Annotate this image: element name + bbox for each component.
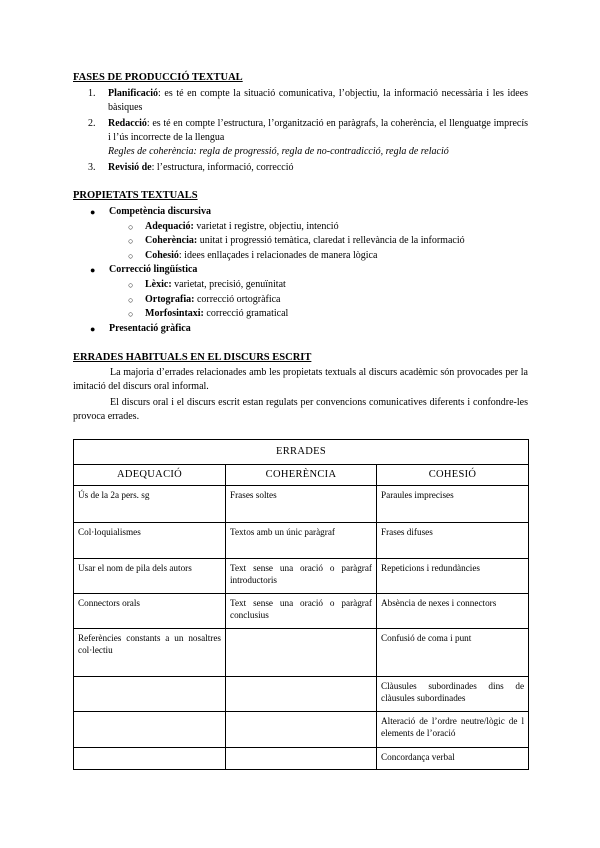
bullet-item [90, 322, 520, 337]
sub-item [90, 278, 520, 293]
section-title-fases: FASES DE PRODUCCIÓ TEXTUAL [73, 72, 243, 83]
table-cell [74, 677, 226, 712]
sub-item [90, 293, 520, 308]
table-cell: Connectors orals [74, 594, 226, 629]
sub-term: Lèxic: [145, 278, 172, 290]
circle-bullet-icon: ○ [128, 250, 134, 261]
table-row [74, 629, 529, 677]
table-row [74, 523, 529, 559]
sub-item [90, 220, 520, 235]
table-cell [74, 712, 226, 748]
table-row [74, 712, 529, 748]
sub-text: correcció gramatical [203, 308, 289, 320]
table-row [74, 677, 529, 712]
sub-term: Morfosintaxi: [145, 308, 204, 320]
item-number: 2. [88, 118, 96, 129]
column-header: COHERÈNCIA [226, 465, 377, 486]
table-cell: Clàusules subordinades dins de clàusules subordinades [377, 677, 529, 712]
bullet-label: Presentació gràfica [109, 322, 191, 334]
item-term: Planificació [108, 88, 158, 99]
item-text: : es té en compte l’estructura, l’organització en paràgrafs, la coherència, el llenguatge imprecís i l’ús incorrecte de la llengua [108, 118, 528, 143]
fases-list [88, 87, 528, 175]
circle-bullet-icon: ○ [128, 236, 134, 247]
sub-text: varietat i registre, objectiu, intenció [193, 220, 339, 232]
table-cell: Paraules imprecises [377, 486, 529, 523]
sub-term: Coherència: [145, 235, 198, 247]
sub-term: Cohesió [145, 249, 179, 261]
errades-table [73, 439, 529, 770]
item-text: : es té en compte la situació comunicativa, l’objectiu, la informació necessària i les idees bàsiques [108, 88, 528, 113]
propietats-list [90, 205, 520, 336]
list-item [88, 87, 528, 115]
section-title-errades: ERRADES HABITUALS EN EL DISCURS ESCRIT [73, 352, 312, 363]
list-item [88, 117, 528, 159]
table-cell: Text sense una oració o paràgraf conclusius [226, 594, 377, 629]
table-cell [226, 629, 377, 677]
table-title: ERRADES [74, 440, 529, 465]
bullet-item [90, 263, 520, 278]
table-cell: Ús de la 2a pers. sg [74, 486, 226, 523]
bullet-icon: ● [90, 265, 96, 276]
bullet-icon: ● [90, 207, 96, 217]
table-row [74, 486, 529, 523]
item-text: : l’estructura, informació, correcció [151, 162, 294, 173]
list-item [88, 161, 528, 175]
circle-bullet-icon: ○ [128, 279, 134, 290]
sub-item [90, 249, 520, 264]
sub-text: correcció ortogràfica [194, 293, 281, 305]
paragraph: El discurs oral i el discurs escrit estan regulats per convencions comunicatives diferents i confondre-les provoca errades. [73, 397, 528, 422]
table-row [74, 594, 529, 629]
sub-item [90, 307, 520, 322]
table-cell: Repeticions i redundàncies [377, 559, 529, 594]
bullet-icon: ● [90, 323, 96, 334]
column-header: COHESIÓ [377, 465, 529, 486]
bullet-item [90, 205, 520, 220]
column-header: ADEQUACIÓ [74, 465, 226, 486]
section-title-propietats: PROPIETATS TEXTUALS [73, 190, 198, 201]
circle-bullet-icon: ○ [128, 294, 134, 305]
table-cell [226, 677, 377, 712]
paragraph: La majoria d’errades relacionades amb les propietats textuals al discurs acadèmic són provocades per la imitació del discurs oral informal. [73, 367, 528, 392]
table-row [74, 559, 529, 594]
table-cell [226, 748, 377, 770]
table-cell: Confusió de coma i punt [377, 629, 529, 677]
sub-text: unitat i progressió temàtica, claredat i rellevància de la informació [197, 235, 465, 247]
table-cell: Frases difuses [377, 523, 529, 559]
table-cell: Referències constants a un nosaltres col·lectiu [74, 629, 226, 677]
table-cell: Absència de nexes i connectors [377, 594, 529, 629]
circle-bullet-icon: ○ [128, 309, 134, 320]
table-cell [226, 712, 377, 748]
sub-term: Adequació: [145, 220, 194, 232]
circle-bullet-icon: ○ [128, 221, 134, 232]
sub-term: Ortografia: [145, 293, 195, 305]
table-cell: Textos amb un únic paràgraf [226, 523, 377, 559]
item-number: 3. [88, 162, 96, 173]
bullet-label: Correcció lingüística [109, 264, 198, 276]
sub-item [90, 234, 520, 249]
bullet-label: Competència discursiva [109, 206, 211, 217]
item-term: Redacció [108, 118, 147, 129]
table-cell: Frases soltes [226, 486, 377, 523]
table-cell: Text sense una oració o paràgraf introductoris [226, 559, 377, 594]
coherence-rules-note: Regles de coherència: regla de progressió, regla de no-contradicció, regla de relació [108, 146, 449, 157]
table-cell: Usar el nom de pila dels autors [74, 559, 226, 594]
table-cell: Col·loquialismes [74, 523, 226, 559]
table-cell: Concordança verbal [377, 748, 529, 770]
item-number: 1. [88, 88, 96, 99]
item-term: Revisió de [108, 162, 152, 173]
table-cell [74, 748, 226, 770]
table-row [74, 748, 529, 770]
table-cell: Alteració de l’ordre neutre/lògic de l elements de l’oració [377, 712, 529, 748]
sub-text: : idees enllaçades i relacionades de manera lògica [178, 249, 378, 261]
sub-text: varietat, precisió, genuïnitat [171, 278, 286, 290]
